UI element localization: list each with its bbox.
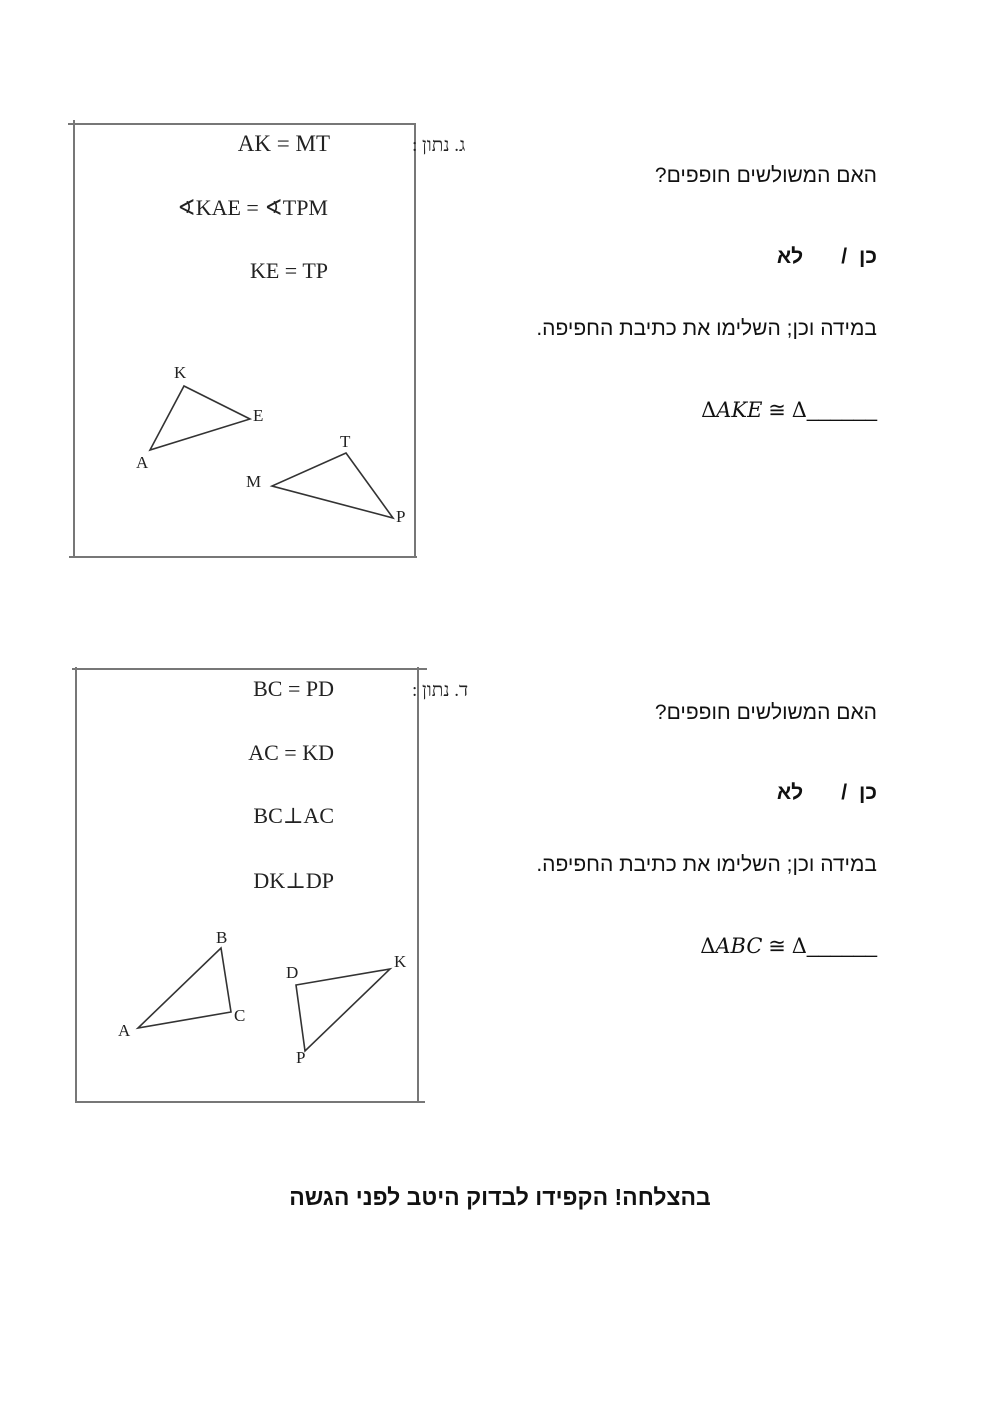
congruence-g: ΔAKE ≅ Δ______ xyxy=(701,398,877,422)
equation-dk-perp-dp: DK⊥DP xyxy=(253,868,334,893)
given-d-label: ד. נתון : xyxy=(412,680,469,701)
congruence-blank-g[interactable]: ______ xyxy=(806,399,877,422)
given-d-value: BC = PD xyxy=(253,676,334,701)
yes-no-g[interactable] xyxy=(777,245,877,269)
instruction-d: במידה וכן; השלימו את כתיבת החפיפה. xyxy=(536,853,877,876)
yes-option-g[interactable]: כן xyxy=(859,245,877,268)
congruence-blank-d[interactable]: ______ xyxy=(806,935,877,958)
vertex-p: P xyxy=(396,507,406,526)
yes-no-d[interactable] xyxy=(777,781,877,805)
footer-message: בהצלחה! הקפידו לבדוק היטב לפני הגשה xyxy=(289,1184,711,1210)
given-g-label: ג. נתון : xyxy=(412,135,466,156)
vertex-p: P xyxy=(296,1048,306,1067)
no-option-d[interactable]: לא xyxy=(776,781,804,804)
no-option-g[interactable]: לא xyxy=(776,245,804,268)
yes-option-d[interactable]: כן xyxy=(859,781,877,804)
vertex-k: K xyxy=(174,363,187,382)
triangle-abc xyxy=(138,948,231,1028)
separator-g: / xyxy=(841,245,848,268)
congruence-left-d: ABC xyxy=(715,934,763,958)
triangle-ake xyxy=(150,386,250,450)
vertex-e: E xyxy=(253,406,264,425)
angle-equation: ∢KAE = ∢TPM xyxy=(177,195,328,220)
side-equation: KE = TP xyxy=(249,258,328,283)
vertex-a: A xyxy=(136,453,149,472)
equation-ac-kd: AC = KD xyxy=(248,740,334,765)
question-d: האם המשולשים חופפים? xyxy=(654,701,877,724)
figure-d xyxy=(72,665,469,1107)
vertex-d: D xyxy=(286,963,299,982)
vertex-k: K xyxy=(394,952,407,971)
triangle-tpm xyxy=(272,453,393,518)
vertex-m: M xyxy=(246,472,262,491)
given-g-value: AK = MT xyxy=(237,131,330,156)
vertex-a: A xyxy=(118,1021,131,1040)
instruction-g: במידה וכן; השלימו את כתיבת החפיפה. xyxy=(536,317,877,340)
congruence-d: ΔABC ≅ Δ______ xyxy=(700,934,877,958)
triangle-dkp xyxy=(296,969,390,1051)
vertex-t: T xyxy=(340,432,351,451)
vertex-c: C xyxy=(234,1006,246,1025)
vertex-b: B xyxy=(216,928,228,947)
congruence-left-g: AKE xyxy=(716,398,763,422)
question-g: האם המשולשים חופפים? xyxy=(654,164,877,187)
figure-g xyxy=(66,120,466,562)
separator-d: / xyxy=(841,781,848,804)
equation-bc-perp-ac: BC⊥AC xyxy=(253,803,334,828)
